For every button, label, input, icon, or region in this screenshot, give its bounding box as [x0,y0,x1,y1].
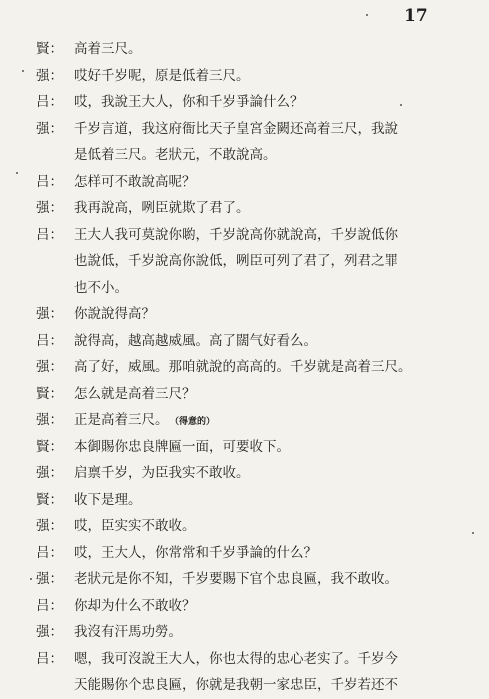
dialogue-line [0,593,489,620]
speaker-label: 賢： [36,385,63,402]
line-text: 我沒有汗馬功勞。 [74,624,182,640]
dialogue-line [0,328,489,355]
speaker-label: 强： [36,67,63,84]
speaker-label: 强： [36,571,63,587]
speaker-label: 吕： [36,226,63,243]
dialogue-line [0,89,489,116]
dialogue-line [0,619,489,646]
line-text: 哎，王大人，你常常和千岁爭論的什么？ [74,544,317,561]
dialogue-line [0,222,489,249]
line-text: 你却为什么不敢收？ [74,597,196,614]
line-text: 我再說高，咧臣就欺了君了。 [74,200,250,216]
dialogue-line [0,381,489,408]
ink-speck [366,14,368,16]
speaker-label: 强： [36,518,63,534]
stage-direction: （得意的） [174,417,216,427]
line-text: 是低着三尺。老狀元，不敢說高。 [74,147,277,163]
line-text: 千岁言道，我这府衙比天子皇宮金闕还高着三尺，我說 [74,120,398,137]
line-text: 哎，我說王大人，你和千岁爭論什么？ [74,94,304,110]
speaker-label: 賢： [36,438,63,455]
speaker-label: 强： [36,200,63,216]
line-text: 高了好，威風。那咱就說的高高的。千岁就是高着三尺。 [74,359,412,375]
line-text: 老狀元是你不知，千岁要賜下官个忠良匾，我不敢收。 [74,571,398,587]
line-text: 本御賜你忠良牌匾一面，可要收下。 [74,438,290,455]
dialogue-line [0,301,489,328]
line-text: 哎好千岁呢，原是低着三尺。 [74,67,250,84]
line-text: 天能賜你个忠良匾，你就是我朝一家忠臣，千岁若还不 [74,677,398,693]
speaker-label: 吕： [36,332,63,349]
speaker-label: 强： [36,306,63,322]
speaker-label: 强： [36,412,63,428]
line-text: 高着三尺。 [74,41,142,57]
dialogue-line [0,566,489,593]
speaker-label: 强： [36,120,63,137]
dialogue-line [0,116,489,143]
dialogue-line [0,63,489,90]
line-text: 你說說得高？ [74,306,155,322]
line-text: 收下是理。 [74,491,142,508]
speaker-label: 强： [36,465,63,481]
speaker-label: 吕： [36,94,63,110]
line-text: 也不小。 [74,279,128,296]
dialogue-continuation [0,672,489,699]
dialogue-continuation [0,142,489,169]
dialogue-line [0,460,489,487]
dialogue-line [0,195,489,222]
dialogue-continuation [0,275,489,302]
page-number: 17 [404,6,428,26]
dialogue-line [0,354,489,381]
speaker-label: 吕： [36,650,63,667]
line-text: 怎么就是高着三尺？ [74,385,196,402]
line-text: 怎样可不敢說高呢？ [74,173,196,190]
dialogue-line [0,513,489,540]
dialogue-line [0,540,489,567]
line-text: 嗯，我可沒說王大人，你也太得的忠心老实了。千岁今 [74,650,398,667]
line-text: 說得高，越高越威風。高了闊气好看么。 [74,332,317,349]
dialogue-line [0,407,489,434]
speaker-label: 强： [36,359,63,375]
speaker-label: 吕： [36,597,63,614]
line-text: 启禀千岁，为臣我实不敢收。 [74,465,250,481]
dialogue-line [0,646,489,673]
script-dialogue [0,36,489,699]
dialogue-line [0,169,489,196]
speaker-label: 吕： [36,173,63,190]
line-text: 也說低，千岁說高你說低，咧臣可列了君了，列君之罪 [74,253,398,269]
dialogue-line [0,36,489,63]
dialogue-line [0,487,489,514]
dialogue-continuation [0,248,489,275]
speaker-label: 賢： [36,491,63,508]
line-text: 正是高着三尺。 （得意的） [74,412,216,428]
line-text: 哎，臣实实不敢收。 [74,518,196,534]
speaker-label: 賢： [36,41,63,57]
speaker-label: 吕： [36,544,63,561]
dialogue-line [0,434,489,461]
speaker-label: 强： [36,624,63,640]
line-text: 王大人我可莫說你喲，千岁說高你就說高，千岁說低你 [74,226,398,243]
